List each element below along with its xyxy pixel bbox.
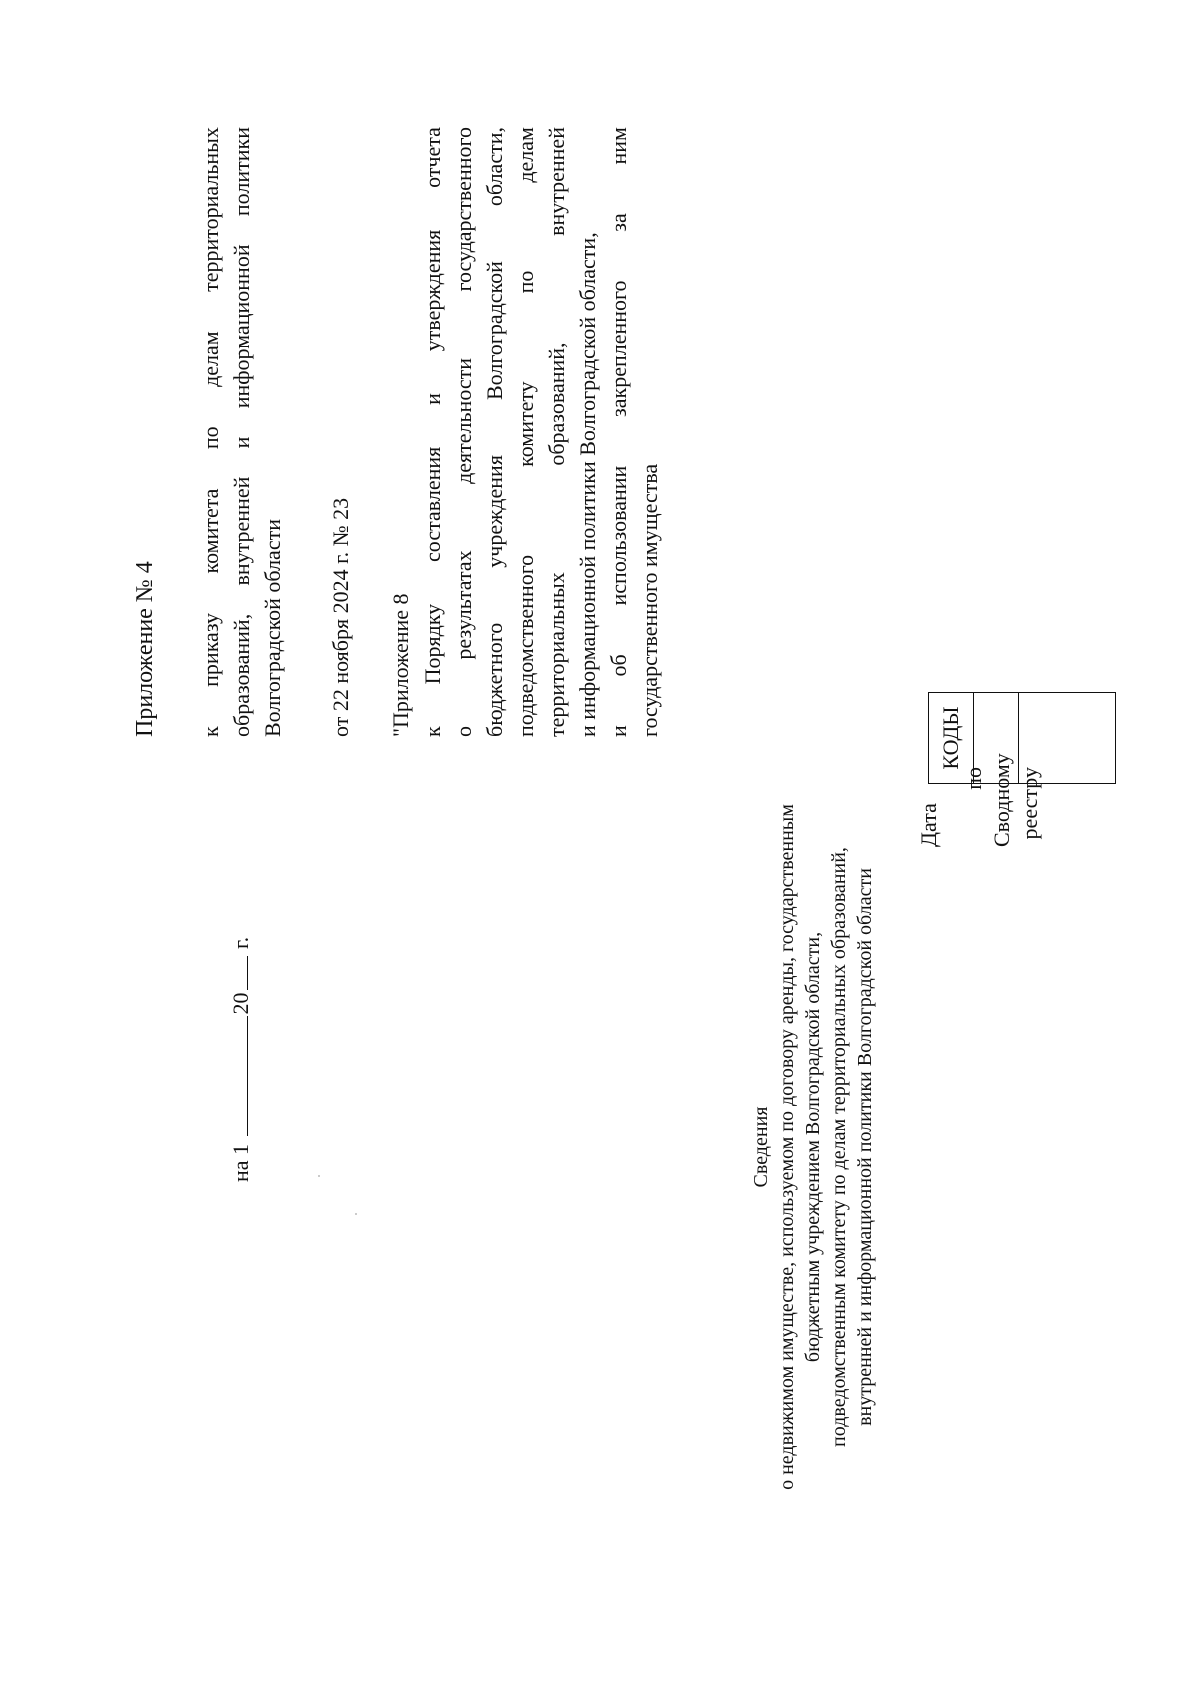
order-date: от 22 ноября 2024 г. № 23 [328,497,353,737]
word: подведомственного [513,554,538,737]
year-blank [227,956,248,990]
word: политики [229,127,254,217]
order-line-3: Волгоградской области [260,519,285,737]
summary-title: Сведения [750,1106,772,1188]
report-date-line [226,937,256,1182]
codes-header: КОДЫ [929,693,974,784]
scan-speck [318,1175,320,1177]
word: о [451,726,476,737]
word: результатах [451,550,476,660]
report-date-year-prefix: 20 [228,992,253,1015]
word: и [229,436,254,449]
word: Порядку [420,603,445,685]
word: за [606,213,631,232]
word: к [420,726,445,737]
appendix8-line [510,127,541,737]
registry-label-line: Сводному [989,753,1014,847]
word: образований, [544,342,569,466]
word: комитета [198,488,223,574]
word: закрепленного [606,280,631,417]
word: к [198,726,223,737]
word: и [420,393,445,405]
day-month-blank [227,1016,248,1136]
word: комитету [513,381,538,467]
appendix8-line [541,127,572,737]
word: составления [420,446,445,562]
word: бюджетного [482,622,507,737]
word: образований, [229,613,254,737]
codes-date-cell [974,693,1019,784]
appendix8-line: государственного имущества [637,463,662,737]
word: внутренней [544,127,569,236]
word: и [606,725,631,737]
appendix-title: Приложение № 4 [132,561,158,737]
registry-label-line: реестру [1017,767,1042,840]
word: учреждения [482,455,507,568]
order-line-1 [195,127,226,737]
appendix8-body [417,127,665,737]
word: использовании [606,465,631,606]
order-reference [195,127,288,737]
summary-line: о недвижимом имуществе, используемом по договору аренды, государственным [776,804,798,1490]
summary-line: внутренней и информационной политики Волгоградской области [854,868,876,1426]
registry-label-line: по [961,767,986,790]
word: по [513,270,538,294]
appendix8-title: "Приложение 8 [388,593,413,737]
word: делам [513,127,538,183]
word: Волгоградской [482,261,507,401]
word: территориальных [198,127,223,292]
word: отчета [420,127,445,188]
scan-speck [355,1213,357,1215]
word: деятельности [451,357,476,484]
appendix8-line [417,127,448,737]
word: приказу [198,612,223,687]
codes-registry-cell [1019,693,1116,784]
word: утверждения [420,229,445,352]
word: области, [482,127,507,207]
word: делам [198,331,223,387]
codes-date-label: Дата [916,803,941,847]
word: информационной [229,244,254,409]
summary-heading [748,777,878,1517]
appendix8-line: и информационной политики Волгоградской области, [575,232,600,737]
appendix8-line [479,127,510,737]
word: ним [606,127,631,165]
word: по [198,426,223,450]
report-date-suffix: г. [228,936,253,949]
codes-table [928,692,1116,784]
summary-line: подведомственным комитету по делам территориальных образований, [828,847,850,1447]
report-date-prefix: на 1 [228,1143,253,1182]
order-line-2 [226,127,257,737]
appendix8-line [603,127,634,737]
word: государственного [451,127,476,292]
appendix8-line [448,127,479,737]
word: об [606,654,631,677]
word: внутренней [229,476,254,586]
summary-line: бюджетным учреждением Волгоградской области, [802,931,824,1363]
word: территориальных [544,572,569,737]
